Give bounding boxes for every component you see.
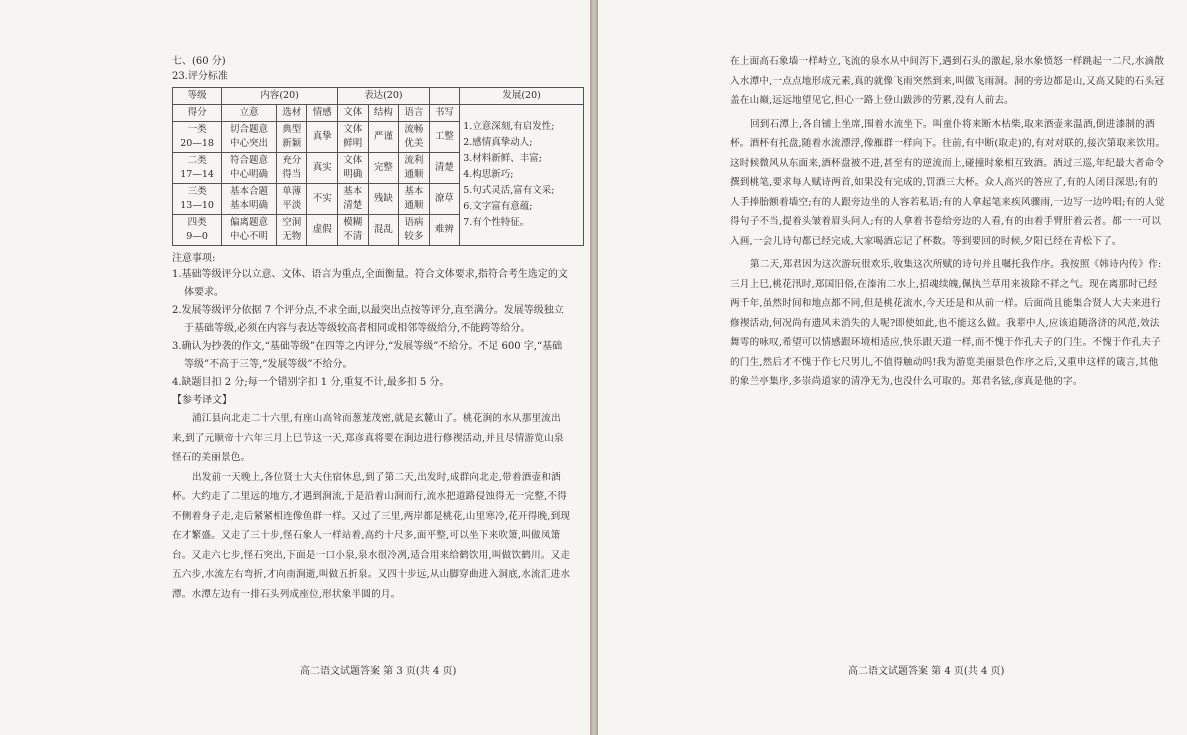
- grade-name: 四类: [187, 217, 207, 228]
- page-footer: 高二语文试题答案 第 3 页(共 4 页): [300, 666, 457, 677]
- cell-text: 通顺: [404, 169, 424, 180]
- cell-text: 潦草: [429, 184, 460, 215]
- cell-text: 难辨: [429, 215, 460, 246]
- cell-text: 通顺: [404, 200, 424, 211]
- cell-text: 明确: [343, 169, 363, 180]
- cell-text: 中心明确: [230, 169, 269, 180]
- dev-point: 5.句式灵活,富有文采;: [463, 185, 555, 196]
- page-footer: 高二语文试题答案 第 4 页(共 4 页): [848, 666, 1005, 677]
- header-development: 发展(20): [460, 88, 584, 105]
- page-gutter: [590, 0, 598, 735]
- translation-paragraph: 出发前一天晚上,各位贤士大夫住宿休息,到了第二天,出发时,成群向北走,带着酒壶和酒杯。大约走了二里远的地方,才遇到涧流,于是沿着山涧而行,流水把道路侵蚀得无一完整,不得不侧着身子走,走后紧紧相连像鱼群一样。又过了三里,两岸都是桃花,山里寒冷,花开得晚,到现在才繁盛。又走了三十步,怪石象人一样站着,高约十尺多,面平整,可以坐下来吹箫,叫做凤箫台。又走六七步,怪石突出,下面是一口小泉,泉水很冷冽,适合用来给鹤饮用,叫做饮鹤川。又走五六步,水流左右弯折,才向南涧逝,叫做五折泉。又四十步远,从山脚穿曲进入洞底,水流汇进水潭。水潭左边有一排石头列成座位,形状象半圆的月。: [172, 471, 571, 600]
- translation-paragraph: 回到石潭上,各自铺上坐席,围着水流坐下。叫童仆将来断木枯柴,取来酒壶来温酒,倒进漆制的酒杯。酒杯有托盘,随着水流漂浮,像雁群一样向下。往前,有中断(取走)的,有对对联的,接次第取来饮用。这时候微风从东面来,酒杯盘被不进,甚至有的逆流而上,碰撞时象相互致酒。酒过三巡,年纪最大者命令撰到桃笔,要求每人赋诗两首,如果没有完成的,罚酒三大杯。众人高兴的答应了,有的人闭目深思;有的人手捧胎额着墙空;有的人跟旁边坐的人容若私语;有的人拿起笔来疾风骤雨,一边写一边吟唱;有的人觉得句子不当,提着头皱着眉头问人;有的人拿着书卷给旁边的人看,有的由着手臂肝着云者。都一一可以入画,一会儿诗句都已经完成,大家喝酒忘记了杯数。等到要回的时候,夕阳已经在青松下了。: [730, 118, 1166, 247]
- cell-text: 模糊: [343, 217, 363, 228]
- grade-name: 一类: [187, 124, 207, 135]
- note-item: 4.缺题目扣 2 分;每一个错别字扣 1 分,重复不计,最多扣 5 分。: [172, 377, 450, 388]
- cell-text: 完整: [368, 153, 399, 184]
- sub-header: 选材: [276, 105, 307, 122]
- page-left: [0, 0, 590, 735]
- cell-text: 流畅: [404, 124, 424, 135]
- cell-text: 平淡: [282, 200, 302, 211]
- sub-header: 文体: [338, 105, 369, 122]
- cell-text: 充分: [282, 155, 302, 166]
- grade-name: 三类: [187, 186, 207, 197]
- cell-text: 中心突出: [230, 138, 269, 149]
- cell-text: 基本: [343, 186, 363, 197]
- cell-text: 语病: [404, 217, 424, 228]
- cell-text: 残缺: [368, 184, 399, 215]
- header-expression: 表达(20): [338, 88, 430, 105]
- cell-text: 不清: [343, 231, 363, 242]
- dev-point: 1.立意深刻,有启发性;: [463, 121, 555, 132]
- grade-range: 13—10: [180, 200, 214, 211]
- cell-text: 基本: [404, 186, 424, 197]
- dev-point: 4.构思新巧;: [463, 169, 514, 180]
- cell-text: 基本合题: [230, 186, 269, 197]
- cell-text: 真实: [307, 153, 338, 184]
- note-item: 3.确认为抄袭的作文,“基础等级”在四等之内评分,“发展等级”不给分。不足 600 字,“基础等级”不高于三等,“发展等级”不给分。: [172, 341, 563, 370]
- cell-text: 空洞: [282, 217, 302, 228]
- grade-range: 17—14: [180, 169, 214, 180]
- cell-text: 清楚: [343, 200, 363, 211]
- cell-text: 较多: [404, 231, 424, 242]
- header-content: 内容(20): [222, 88, 338, 105]
- cell-text: 工整: [429, 122, 460, 153]
- sub-header: 语言: [399, 105, 430, 122]
- cell-text: 混乱: [368, 215, 399, 246]
- header-grade: 等级: [173, 88, 222, 105]
- grading-table: [172, 87, 584, 246]
- header-score: 得分: [173, 105, 222, 122]
- sub-header: 立意: [222, 105, 277, 122]
- cell-text: 优美: [404, 138, 424, 149]
- cell-text: 单薄: [282, 186, 302, 197]
- cell-text: 符合题意: [230, 155, 269, 166]
- dev-point: 6.文字富有意蕴;: [463, 201, 533, 212]
- cell-text: 典型: [282, 124, 302, 135]
- sub-header: 情感: [307, 105, 338, 122]
- cell-text: 无物: [282, 231, 302, 242]
- cell-text: 基本明确: [230, 200, 269, 211]
- cell-text: 中心不明: [230, 231, 269, 242]
- cell-text: 得当: [282, 169, 302, 180]
- cell-text: 不实: [307, 184, 338, 215]
- cell-text: 虚假: [307, 215, 338, 246]
- item-heading: 23.评分标准: [172, 71, 228, 82]
- cell-text: 严谨: [368, 122, 399, 153]
- translation-paragraph: 浦江县向北走二十六里,有座山高耸而葱茏茂密,就是玄麓山了。桃花涧的水从那里流出来,到了元顺帝十六年三月上巳节这一天,郑彦真将要在涧边进行修禊活动,并且尽情游览山泉怪石的美丽景色。: [172, 413, 564, 463]
- translation-paragraph: 在上面高石象墙一样峙立,飞流的泉水从中间泻下,遇到石头的激起,泉水象愤怒一样跳起一二尺,水滴散入水潭中,一点点地形成元素,真的就像飞雨突然到来,叫做飞雨洞。洞的旁边都是山,又高又陡的石头冠盖在山巅,远远地望见它,担心一路上登山跋涉的劳累,没有人前去。: [730, 56, 1165, 106]
- page-right: [598, 0, 1187, 735]
- cell-text: 文体: [343, 155, 363, 166]
- cell-text: 流利: [404, 155, 424, 166]
- cell-text: 切合题意: [230, 124, 269, 135]
- header-writing-blank: [429, 88, 460, 105]
- cell-text: 鲜明: [343, 138, 363, 149]
- sub-header: 书写: [429, 105, 460, 122]
- cell-text: 偏离题意: [230, 217, 269, 228]
- grade-name: 二类: [187, 155, 207, 166]
- grade-range: 20—18: [180, 138, 214, 149]
- grade-range: 9—0: [186, 231, 208, 242]
- cell-text: 清楚: [429, 153, 460, 184]
- sub-header: 结构: [368, 105, 399, 122]
- reference-translation-title: 【参考译文】: [172, 395, 232, 406]
- section-heading: 七、(60 分): [172, 56, 226, 67]
- dev-point: 2.感情真挚动人;: [463, 137, 533, 148]
- cell-text: 真挚: [307, 122, 338, 153]
- note-item: 1.基础等级评分以立意、文体、语言为重点,全面衡量。符合文体要求,指符合考生选定的文体要求。: [172, 269, 568, 298]
- cell-text: 文体: [343, 124, 363, 135]
- note-item: 2.发展等级评分依据 7 个评分点,不求全面,以最突出点按等评分,直至满分。发展等级独立于基础等级,必须在内容与表达等级较高者相同或相邻等级给分,不能跨等给分。: [172, 305, 564, 334]
- notes-title: 注意事项:: [172, 253, 216, 264]
- cell-text: 新颖: [282, 138, 302, 149]
- development-points: [460, 105, 584, 246]
- dev-point: 7.有个性特征。: [463, 217, 530, 228]
- dev-point: 3.材料新鲜、丰富;: [463, 153, 542, 164]
- translation-paragraph: 第二天,郑君因为这次游玩很欢乐,收集这次所赋的诗句并且嘱托我作序。我按照《韩诗内传》作:三月上巳,桃花汛时,郑国旧俗,在溱洧二水上,招魂续魄,佩执兰草用来祓除不祥之气。现在离那时已经两千年,虽然时间和地点都不同,但是桃花流水,今天还是和从前一样。后面尚且能集合贤人大夫来进行修禊活动,何况尚有遗风未消失的人呢?即使如此,也不能这么做。我辈中人,应该追随洛济的风范,效法舞雩的咏叹,希望可以情感跟环境相适应,快乐跟天道一样,而不愧于作孔夫子的门生。不愧于作孔夫子的门生,然后才不愧于作七尺男儿,不值得触动吗!我为游览美丽景色作序之后,又重申这样的箴言,其他的象兰亭集序,多崇尚道家的清净无为,也没什么可取的。郑君名铉,彦真是他的字。: [730, 259, 1162, 387]
